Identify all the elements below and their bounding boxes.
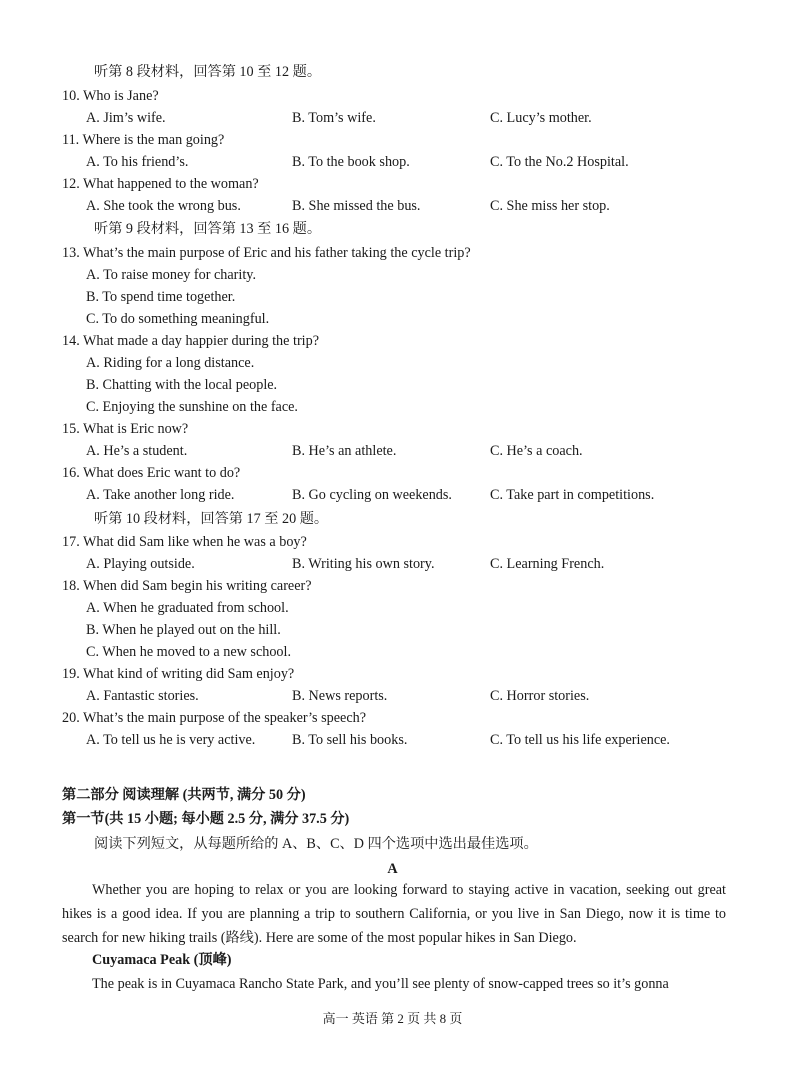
option-10b: B. Tom’s wife. (292, 110, 376, 126)
option-20c: C. To tell us his life experience. (490, 732, 670, 748)
option-10c: C. Lucy’s mother. (490, 110, 592, 126)
listening-intro-9: 听第 9 段材料，回答第 13 至 16 题。 (94, 221, 322, 237)
option-13c: C. To do something meaningful. (86, 311, 270, 327)
option-15c: C. He’s a coach. (490, 443, 583, 459)
option-19b: B. News reports. (292, 688, 388, 704)
option-16c: C. Take part in competitions. (490, 487, 655, 503)
option-19a: A. Fantastic stories. (86, 688, 199, 704)
option-11b: B. To the book shop. (292, 154, 410, 170)
question-18: 18. When did Sam begin his writing career? (62, 578, 312, 594)
option-17a: A. Playing outside. (86, 556, 195, 572)
option-14b: B. Chatting with the local people. (86, 377, 278, 393)
option-18a: A. When he graduated from school. (86, 600, 289, 616)
option-13a: A. To raise money for charity. (86, 267, 256, 283)
question-12: 12. What happened to the woman? (62, 176, 259, 192)
question-13: 13. What’s the main purpose of Eric and his father taking the cycle trip? (62, 245, 471, 261)
option-12a: A. She took the wrong bus. (86, 198, 241, 214)
option-11c: C. To the No.2 Hospital. (490, 154, 629, 170)
part2-title: 第二部分 阅读理解 (共两节, 满分 50 分) (62, 787, 306, 803)
passage-paragraph-2: The peak is in Cuyamaca Rancho State Park, and you’ll see plenty of snow-capped trees so it’s gonna (92, 976, 669, 992)
question-11: 11. Where is the man going? (62, 132, 225, 148)
passage-subheading: Cuyamaca Peak (顶峰) (92, 952, 232, 968)
listening-intro-10: 听第 10 段材料，回答第 17 至 20 题。 (94, 511, 329, 527)
option-12c: C. She miss her stop. (490, 198, 610, 214)
option-13b: B. To spend time together. (86, 289, 236, 305)
section1-instruction: 阅读下列短文，从每题所给的 A、B、C、D 四个选项中选出最佳选项。 (94, 836, 538, 852)
option-20b: B. To sell his books. (292, 732, 408, 748)
option-14c: C. Enjoying the sunshine on the face. (86, 399, 298, 415)
option-14a: A. Riding for a long distance. (86, 355, 255, 371)
option-19c: C. Horror stories. (490, 688, 590, 704)
option-15b: B. He’s an athlete. (292, 443, 397, 459)
option-12b: B. She missed the bus. (292, 198, 421, 214)
section1-title: 第一节(共 15 小题; 每小题 2.5 分, 满分 37.5 分) (62, 811, 350, 827)
passage-label: A (387, 861, 398, 877)
passage-paragraph-1: Whether you are hoping to relax or you are looking forward to staying active in vacation, seeking out great hikes is a good idea. If you are planning a trip to southern California, or you live in San Diego, now it is time to search for new hiking trails (路线). Here are some of the most popular hikes in San Diego. (62, 882, 726, 946)
option-17c: C. Learning French. (490, 556, 605, 572)
question-10: 10. Who is Jane? (62, 88, 159, 104)
question-19: 19. What kind of writing did Sam enjoy? (62, 666, 295, 682)
page-footer: 高一 英语 第 2 页 共 8 页 (322, 1011, 463, 1026)
option-11a: A. To his friend’s. (86, 154, 189, 170)
option-20a: A. To tell us he is very active. (86, 732, 256, 748)
option-17b: B. Writing his own story. (292, 556, 435, 572)
option-16b: B. Go cycling on weekends. (292, 487, 452, 503)
option-18b: B. When he played out on the hill. (86, 622, 281, 638)
option-15a: A. He’s a student. (86, 443, 188, 459)
question-17: 17. What did Sam like when he was a boy? (62, 534, 307, 550)
option-16a: A. Take another long ride. (86, 487, 235, 503)
option-10a: A. Jim’s wife. (86, 110, 166, 126)
question-20: 20. What’s the main purpose of the speaker’s speech? (62, 710, 367, 726)
question-16: 16. What does Eric want to do? (62, 465, 241, 481)
option-18c: C. When he moved to a new school. (86, 644, 292, 660)
question-15: 15. What is Eric now? (62, 421, 189, 437)
question-14: 14. What made a day happier during the trip? (62, 333, 319, 349)
listening-intro-8: 听第 8 段材料，回答第 10 至 12 题。 (94, 64, 322, 80)
